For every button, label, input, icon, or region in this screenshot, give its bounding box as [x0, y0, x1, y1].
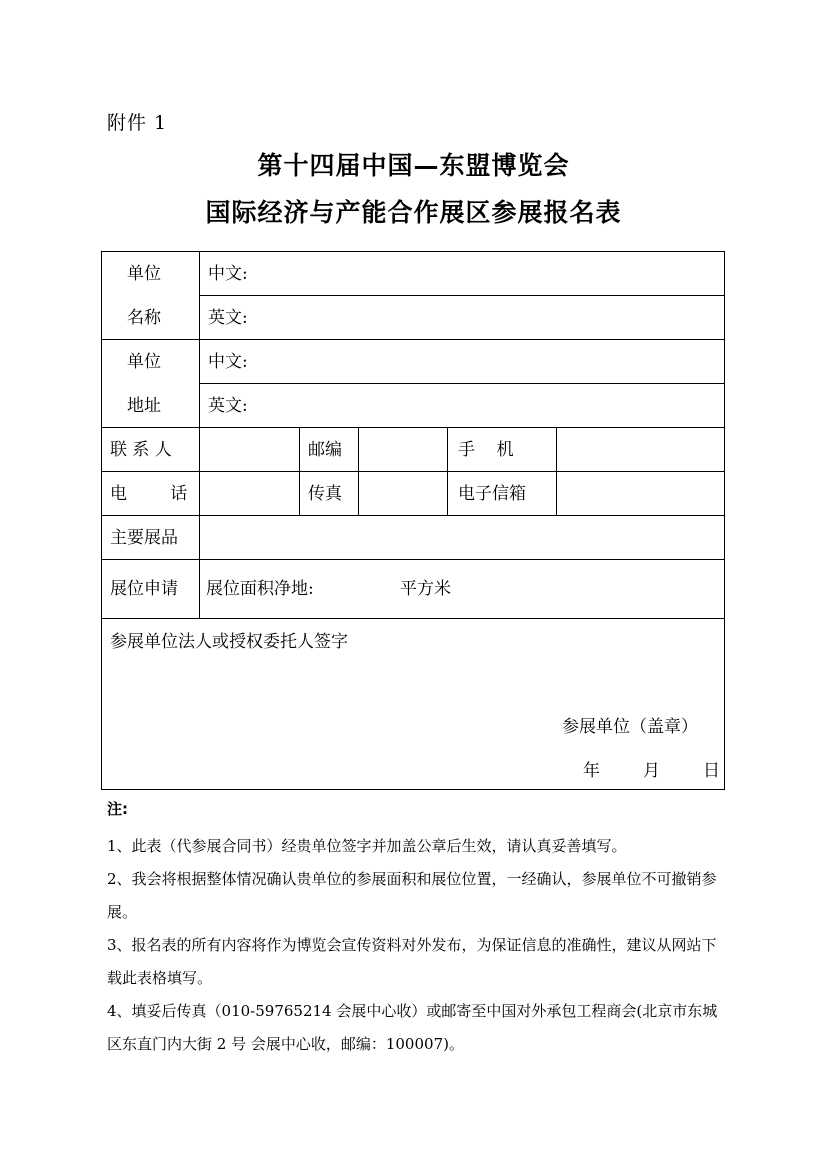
booth-area-label: 展位面积净地:: [206, 579, 314, 599]
contact-person-label: 联 系 人: [110, 440, 172, 460]
seal-label: 参展单位（盖章）: [562, 717, 698, 737]
unit-address-label-bottom: 地址: [127, 396, 161, 416]
unit-name-english-field[interactable]: 英文:: [208, 308, 248, 328]
postcode-label: 邮编: [308, 440, 342, 460]
fax-label: 传真: [308, 484, 342, 504]
mobile-label: 手 机: [458, 440, 514, 460]
note-item-1: 1、此表（代参展合同书）经贵单位签字并加盖公章后生效，请认真妥善填写。: [107, 837, 627, 855]
unit-address-english-field[interactable]: 英文:: [208, 396, 248, 416]
note-item-2: 2、我会将根据整体情况确认贵单位的参展面积和展位位置，一经确认，参展单位不可撤销参展。: [107, 870, 717, 921]
attachment-label: 附件 1: [107, 112, 168, 134]
email-label: 电子信箱: [458, 484, 526, 504]
unit-name-label-bottom: 名称: [127, 308, 161, 328]
note-item-4: 4、填妥后传真（010-59765214 会展中心收）或邮寄至中国对外承包工程商会(北京市东城区东直门内大街 2 号 会展中心收，邮编：100007)。: [107, 1002, 718, 1053]
notes-heading: 注:: [107, 800, 128, 818]
unit-address-label-top: 单位: [127, 352, 161, 372]
booth-area-unit: 平方米: [400, 579, 451, 599]
form-title-line-2: 国际经济与产能合作展区参展报名表: [205, 198, 622, 227]
booth-application-label: 展位申请: [110, 579, 178, 599]
date-day-label: 日: [703, 761, 720, 781]
date-month-label: 月: [643, 761, 660, 781]
main-exhibits-label: 主要展品: [110, 528, 178, 548]
form-title-line-1: 第十四届中国—东盟博览会: [257, 151, 570, 180]
notes-section: [107, 798, 722, 1061]
unit-name-label-top: 单位: [127, 264, 161, 284]
unit-name-chinese-field[interactable]: 中文:: [208, 264, 248, 284]
phone-label: 电 话: [110, 484, 188, 504]
signature-label: 参展单位法人或授权委托人签字: [110, 632, 348, 652]
unit-address-chinese-field[interactable]: 中文:: [208, 352, 248, 372]
note-item-3: 3、报名表的所有内容将作为博览会宣传资料对外发布，为保证信息的准确性，建议从网站下载此表格填写。: [107, 936, 717, 987]
date-year-label: 年: [583, 761, 600, 781]
registration-form-table: [101, 251, 725, 790]
